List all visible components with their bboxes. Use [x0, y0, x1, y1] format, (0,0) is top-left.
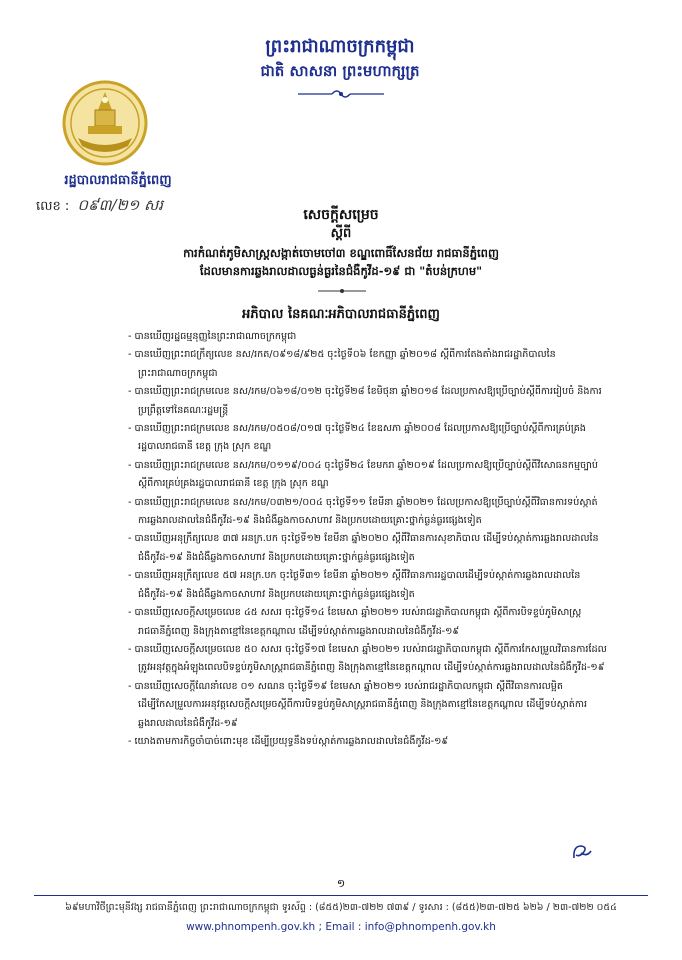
list-item: - បានឃើញអនុក្រឹត្យលេខ ៥៧ អនក្រ.បក ចុះថ្ងៃទី៣១ ខែមីនា ឆ្នាំ២០២១ ស្តីពីវិធានការរដ្ឋបាលដើម្បីទប់ស្កាត់ការឆ្លងរាលដាលនៃជំងឺកូវីដ-១៩ និងជំងឺឆ្លងកាចសាហាវ និងប្រកបដោយគ្រោះថ្នាក់ធ្ងន់ធ្ងរផ្សេងទៀត — [128, 567, 608, 604]
list-item: - យោងតាមការកិច្ចចាំបាច់ពោះមុខ ដើម្បីប្រយុទ្ធនឹងទប់ស្កាត់ការឆ្លងរាលដាលនៃជំងឺកូវីដ-១៩ — [128, 733, 608, 751]
list-item: - បានឃើញសេចក្តីសម្រេចលេខ ៥០ សសរ ចុះថ្ងៃទី១៧ ខែមេសា ឆ្នាំ២០២១ របស់រាជរដ្ឋាភិបាលកម្ពុជា ស្តីពីការកែសម្រួលវិធានការដែលត្រូវអនុវត្តក្នុងអំឡុងពេលបិទខ្ទប់ភូមិសាស្ត្ររាជធានីភ្នំពេញ និងក្រុងតាខ្មៅនៃខេត្តកណ្តាល ដើម្បីទប់ស្កាត់ការឆ្លងរាលដាលនៃជំងឺកូវីដ-១៩ — [128, 641, 608, 678]
list-item: - បានឃើញសេចក្តីណែនាំលេខ ០១ សណន ចុះថ្ងៃទី១៩ ខែមេសា ឆ្នាំ២០២១ របស់រាជរដ្ឋាភិបាលកម្ពុជា ស្តីពីវិធានការលម្អិតដើម្បីកែសម្រួលការអនុវត្តសេចក្តីសម្រេចស្តីពីការបិទខ្ទប់ភូមិសាស្ត្ររាជធានីភ្នំពេញ និងក្រុងតាខ្មៅនៃខេត្តកណ្តាល ដើម្បីទប់ស្កាត់ការឆ្លងរាលដាលនៃជំងឺកូវីដ-១៩ — [128, 678, 608, 733]
kingdom-heading: ព្រះរាជាណាចក្រកម្ពុជា — [265, 36, 415, 57]
document-subject-line-1: ការកំណត់ភូមិសាស្ត្រសង្កាត់ចោមចៅ៣ ខណ្ឌពោធិ៍សែនជ័យ រាជធានីភ្នំពេញ — [183, 246, 499, 260]
list-item: - បានឃើញព្រះរាជក្រមលេខ នស/រកម/០៦១៨/០១២ ចុះថ្ងៃទី២៨ ខែមិថុនា ឆ្នាំ២០១៨ ដែលប្រកាសឱ្យប្រើច្បាប់ស្តីពីការរៀបចំ និងការប្រព្រឹត្តទៅនៃគណៈរដ្ឋមន្ត្រី — [128, 383, 608, 420]
phnom-penh-emblem-icon — [62, 80, 148, 166]
issuer-name: រដ្ឋបាលរាជធានីភ្នំពេញ — [64, 173, 172, 188]
list-item: - បានឃើញព្រះរាជក្រមលេខ នស/រកម/០៥០៨/០១៧ ចុះថ្ងៃទី២៤ ខែឧសភា ឆ្នាំ២០០៨ ដែលប្រកាសឱ្យប្រើច្បាប់ស្តីពីការគ្រប់គ្រងរដ្ឋបាលរាជធានី ខេត្ត ក្រុង ស្រុក ខណ្ឌ — [128, 420, 608, 457]
national-motto: ជាតិ សាសនា ព្រះមហាក្សត្រ — [260, 62, 420, 80]
list-item: - បានឃើញអនុក្រឹត្យលេខ ៣៧ អនក្រ.បក ចុះថ្ងៃទី១២ ខែមីនា ឆ្នាំ២០២០ ស្តីពីវិធានការសុខាភិបាល ដើម្បីទប់ស្កាត់ការឆ្លងរាលដាលនៃជំងឺកូវីដ-១៩ និងជំងឺឆ្លងកាចសាហាវ និងប្រកបដោយគ្រោះថ្នាក់ធ្ងន់ធ្ងរផ្សេងទៀត — [128, 530, 608, 567]
considerations-list — [128, 328, 608, 751]
reference-label: លេខ : — [36, 199, 70, 214]
email-link[interactable]: info@phnompenh.gov.kh — [364, 921, 496, 933]
reference-value: ០៩៣/២១ សរ — [77, 196, 164, 214]
document-type: សេចក្តីសម្រេច — [303, 207, 379, 223]
document-subject-line-2: ដែលមានការឆ្លងរាលដាលធ្ងន់ធ្ងរនៃជំងឺកូវីដ-១៩ ជា "តំបន់ក្រហម" — [199, 264, 483, 278]
handwritten-initial-icon — [571, 842, 593, 862]
list-item: - បានឃើញសេចក្តីសម្រេចលេខ ៤៥ សសរ ចុះថ្ងៃទី១៤ ខែមេសា ឆ្នាំ២០២១ របស់រាជរដ្ឋាភិបាលកម្ពុជា ស្តីពីការបិទខ្ទប់ភូមិសាស្ត្ររាជធានីភ្នំពេញ និងក្រុងតាខ្មៅនៃខេត្តកណ្តាល ដើម្បីទប់ស្កាត់ការឆ្លងរាលដាលនៃជំងឺកូវីដ-១៩ — [128, 604, 608, 641]
footer-contact — [0, 921, 682, 933]
footer-divider — [34, 895, 648, 896]
list-item: - បានឃើញរដ្ឋធម្មនុញ្ញនៃព្រះរាជាណាចក្រកម្ពុជា — [128, 328, 608, 346]
website-link[interactable]: www.phnompenh.gov.kh — [186, 921, 316, 933]
header-ornament-icon — [296, 88, 386, 100]
contact-separator: ; Email : — [318, 921, 362, 933]
list-item: - បានឃើញព្រះរាជក្រមលេខ នស/រកម/០១១៩/០០៤ ចុះថ្ងៃទី២៤ ខែមករា ឆ្នាំ២០១៩ ដែលប្រកាសឱ្យប្រើច្បាប់ស្តីពីវិសោធនកម្មច្បាប់ស្តីពីការគ្រប់គ្រងរដ្ឋបាលរាជធានី ខេត្ត ក្រុង ស្រុក ខណ្ឌ — [128, 457, 608, 494]
list-item: - បានឃើញព្រះរាជក្រឹត្យលេខ នស/រកត/០៩១៨/៩២៥ ចុះថ្ងៃទី០៦ ខែកញ្ញា ឆ្នាំ២០១៨ ស្តីពីការតែងតាំងរាជរដ្ឋាភិបាលនៃព្រះរាជាណាចក្រកម្ពុជា — [128, 346, 608, 383]
page-number: ១ — [336, 877, 346, 890]
document-about: ស្តីពី — [330, 226, 352, 241]
title-divider-icon — [318, 288, 366, 294]
list-item: - បានឃើញព្រះរាជក្រមលេខ នស/រកម/០៣២១/០០៤ ចុះថ្ងៃទី១១ ខែមីនា ឆ្នាំ២០២១ ដែលប្រកាសឱ្យប្រើច្បាប់ស្តីពីវិធានការទប់ស្កាត់ការឆ្លងរាលដាលនៃជំងឺកូវីដ-១៩ និងជំងឺឆ្លងកាចសាហាវ និងប្រកបដោយគ្រោះថ្នាក់ធ្ងន់ធ្ងរផ្សេងទៀត — [128, 494, 608, 531]
footer-address: ៦៩មហាវិថីព្រះមុនីវង្ស រាជធានីភ្នំពេញ ព្រះរាជាណាចក្រកម្ពុជា ទូរស័ព្ទ : (៨៥៥)២៣-៧២២ ៧៣៩ / ទូរសារ : (៨៥៥)២៣-៧២៥ ៦២៦ / ២៣-៧២២ ០៥៤ — [65, 902, 617, 913]
issuing-authority: អភិបាល នៃគណៈអភិបាលរាជធានីភ្នំពេញ — [242, 307, 440, 322]
